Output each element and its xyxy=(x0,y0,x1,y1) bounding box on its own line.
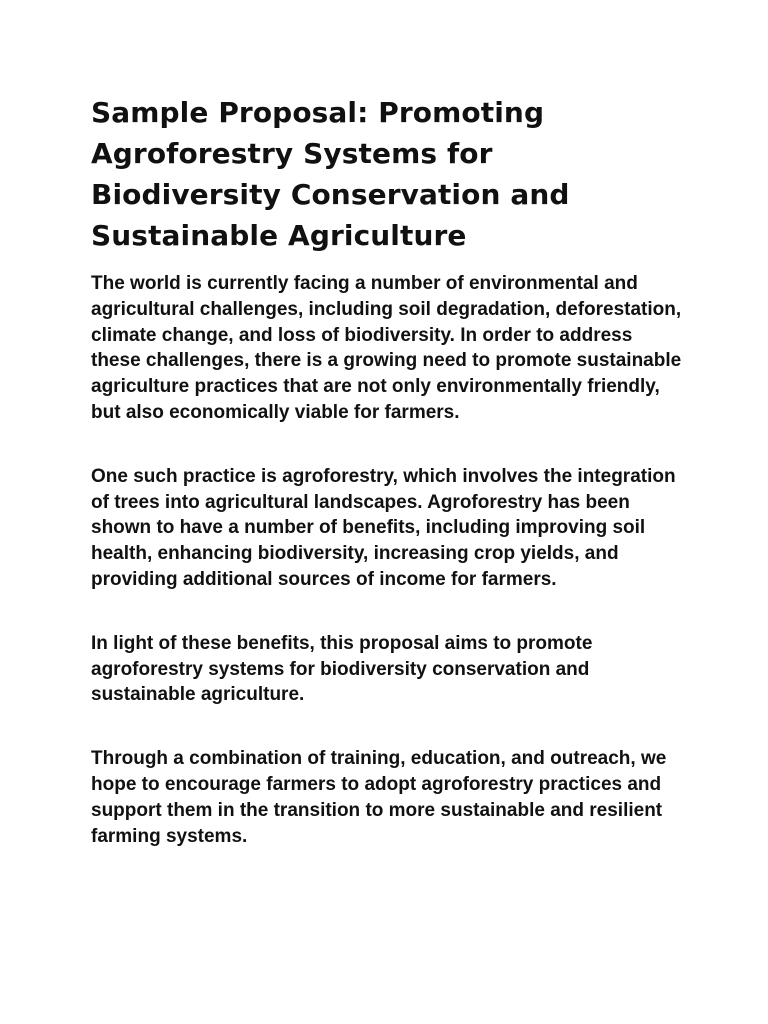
document-title: Sample Proposal: Promoting Agroforestry Systems for Biodiversity Conservation and Sustainable Agriculture xyxy=(91,96,570,252)
paragraph-intro: The world is currently facing a number of environmental and agricultural challenges, including soil degradation, deforestation, climate change, and loss of biodiversity. In order to address these challenges, there is a growing need to promote sustainable agriculture practices that are not only environmentally friendly, but also economically viable for farmers. xyxy=(91,273,682,423)
paragraph-agroforestry: One such practice is agroforestry, which involves the integration of trees into agricultural landscapes. Agroforestry has been shown to have a number of benefits, including improving soil health, enhancing biodiversity, increasing crop yields, and providing additional sources of income for farmers. xyxy=(91,465,676,590)
paragraph-proposal-aim: In light of these benefits, this proposal aims to promote agroforestry systems for biodiversity conservation and sustainable agriculture. xyxy=(91,632,593,706)
paragraph-approach: Through a combination of training, education, and outreach, we hope to encourage farmers to adopt agroforestry practices and support them in the transition to more sustainable and resilient farming systems. xyxy=(91,748,667,847)
